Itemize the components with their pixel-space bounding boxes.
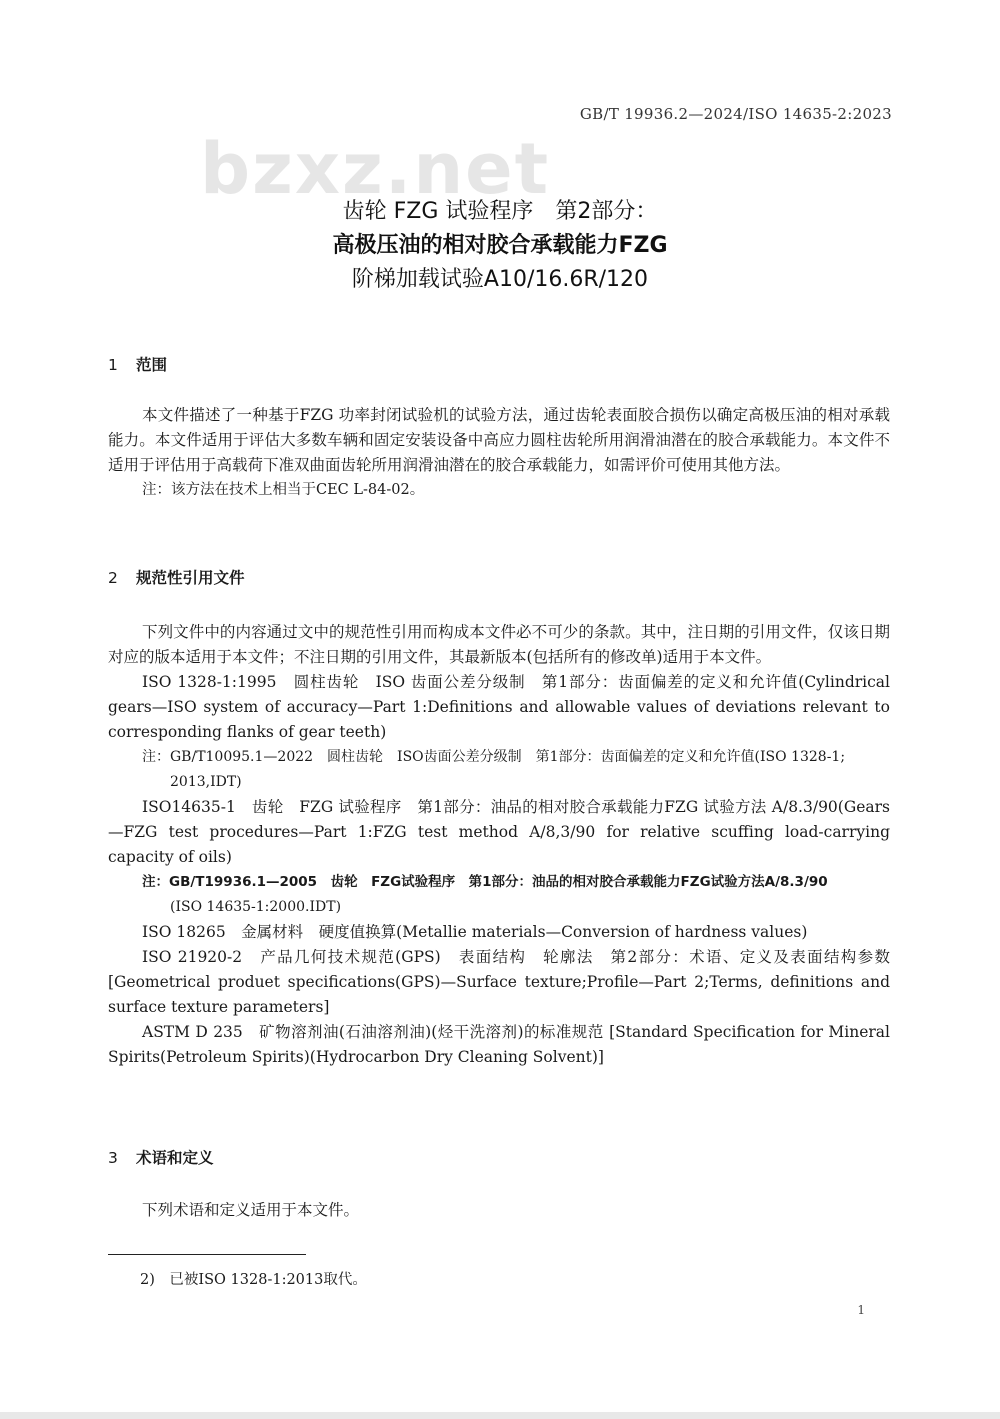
section-title: 范围 bbox=[136, 356, 168, 374]
standard-number: GB/T 19936.2—2024/ISO 14635-2:2023 bbox=[579, 105, 892, 123]
section-2-heading bbox=[108, 566, 245, 588]
section-2-body bbox=[108, 620, 890, 1070]
reference-item: ISO14635-1 齿轮 FZG 试验程序 第1部分：油品的相对胶合承载能力FZG 试验方法 A/8.3/90(Gears—FZG test procedures—Part 1:FZG test method A/8,3/90 for relative scuffing load-carrying capacity of oils) bbox=[108, 798, 890, 866]
footnote: 2) 已被ISO 1328-1:2013取代。 bbox=[140, 1272, 367, 1288]
reference-item: ISO 21920-2 产品几何技术规范(GPS) 表面结构 轮廓法 第2部分：术语、定义及表面结构参数 [Geometrical produet specifications(GPS)—Surface texture;Profile—Part 2;Terms, definitions and surface texture parameters] bbox=[108, 948, 890, 1016]
title-line-3: 阶梯加载试验A10/16.6R/120 bbox=[351, 267, 649, 292]
page-bottom-edge bbox=[0, 1412, 1000, 1419]
reference-note-continuation: 2013,IDT) bbox=[170, 774, 242, 790]
reference-note bbox=[108, 870, 890, 920]
title-line-1: 齿轮 FZG 试验程序 第2部分： bbox=[342, 199, 658, 224]
scope-paragraph: 本文件描述了一种基于FZG 功率封闭试验机的试验方法，通过齿轮表面胶合损伤以确定高极压油的相对承载能力。本文件适用于评估大多数车辆和固定安装设备中高应力圆柱齿轮所用润滑油潜在的胶合承载能力。本文件不适用于评估用于高载荷下准双曲面齿轮所用润滑油潜在的胶合承载能力，如需评价可使用其他方法。 bbox=[108, 406, 890, 474]
reference-item: ISO 18265 金属材料 硬度值换算(Metallie materials—Conversion of hardness values) bbox=[142, 923, 808, 941]
section-3-body bbox=[108, 1198, 890, 1223]
section-1-heading bbox=[108, 353, 167, 375]
watermark: bzxz.net bbox=[200, 128, 551, 210]
reference-item: ISO 1328-1:1995 圆柱齿轮 ISO 齿面公差分级制 第1部分：齿面偏差的定义和允许值(Cylindrical gears—ISO system of accuracy—Part 1:Definitions and allowable values of deviations relevant to corresponding flanks of gear teeth) bbox=[108, 673, 890, 741]
section-number: 1 bbox=[108, 356, 118, 374]
scope-note: 注：该方法在技术上相当于CEC L-84-02。 bbox=[142, 482, 425, 498]
section-number: 2 bbox=[108, 569, 118, 587]
footnote-divider bbox=[108, 1254, 306, 1255]
section-title: 规范性引用文件 bbox=[136, 569, 245, 587]
terms-paragraph: 下列术语和定义适用于本文件。 bbox=[142, 1201, 360, 1219]
page-number: 1 bbox=[857, 1303, 865, 1317]
section-title: 术语和定义 bbox=[136, 1149, 214, 1167]
document-title bbox=[0, 195, 1000, 297]
reference-note-line: 注：GB/T10095.1—2022 圆柱齿轮 ISO齿面公差分级制 第1部分：齿面偏差的定义和允许值(ISO 1328-1; bbox=[142, 749, 846, 765]
reference-note-continuation: (ISO 14635-1:2000.IDT) bbox=[170, 899, 342, 915]
reference-note-line: 注：GB/T19936.1—2005 齿轮 FZG试验程序 第1部分：油品的相对胶合承载能力FZG试验方法A/8.3/90 bbox=[142, 874, 828, 890]
normative-intro-paragraph: 下列文件中的内容通过文中的规范性引用而构成本文件必不可少的条款。其中，注日期的引用文件，仅该日期对应的版本适用于本文件；不注日期的引用文件，其最新版本(包括所有的修改单)适用于本文件。 bbox=[108, 623, 890, 666]
reference-item: ASTM D 235 矿物溶剂油(石油溶剂油)(烃干洗溶剂)的标准规范 [Standard Specification for Mineral Spirits(Petroleum Spirits)(Hydrocarbon Dry Cleaning Solvent)] bbox=[108, 1023, 890, 1066]
title-line-2: 高极压油的相对胶合承载能力FZG bbox=[332, 233, 668, 258]
section-1-body bbox=[108, 403, 890, 503]
reference-note bbox=[108, 745, 890, 795]
section-number: 3 bbox=[108, 1149, 118, 1167]
section-3-heading bbox=[108, 1146, 214, 1168]
